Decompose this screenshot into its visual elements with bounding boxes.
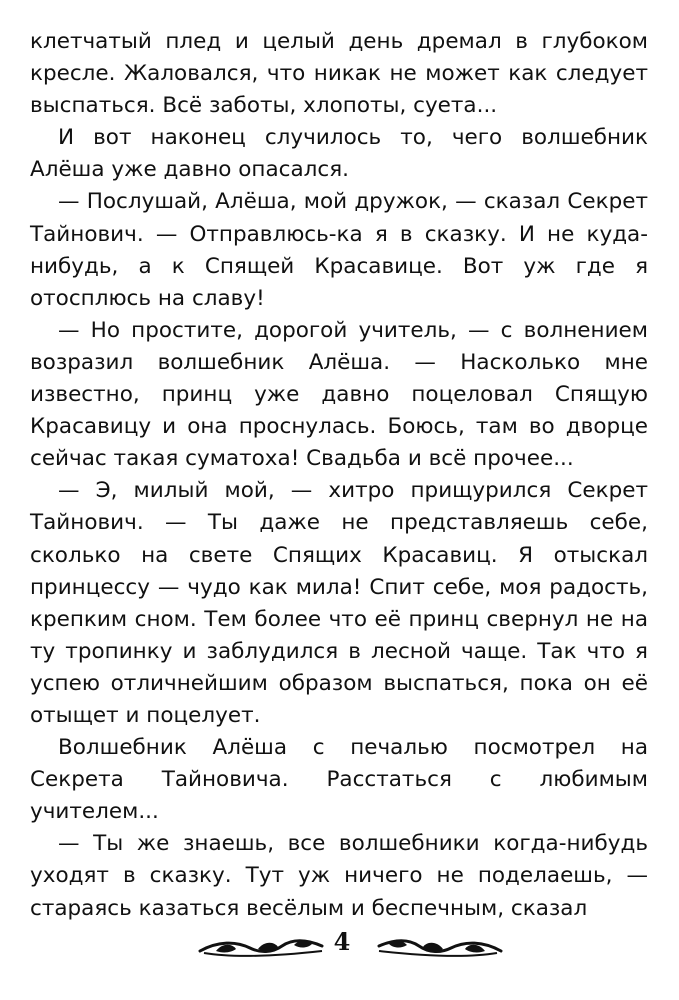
page-footer: [0, 925, 679, 965]
page-number: 4: [333, 927, 351, 956]
paragraph-dialogue-teacher: — Послушай, Алёша, мой дружок, — сказал Секрет Тайнович. — Отправлюсь-ка я в сказку. И не куда-нибудь, а к Спящей Красавице. Вот уж где я отосплюсь на славу!: [30, 189, 648, 311]
ornament-flourish-left-icon: [198, 933, 328, 959]
paragraph-dialogue-teacher-reply: — Э, милый мой, — хитро прищурился Секрет Тайнович. — Ты даже не представляешь себе, сколько на свете Спящих Красавиц. Я отыскал принцессу — чудо как мила! Спит себе, моя радость, крепким сном. Тем более что её принц свернул не на ту тропинку и заблудился в лесной чаще. Так что я успею отличнейшим образом выспаться, пока он её отыщет и поцелует.: [30, 478, 648, 728]
paragraph-narration: И вот наконец случилось то, чего волшебник Алёша уже давно опасался.: [30, 125, 648, 183]
paragraph-dialogue-alyosha: — Но простите, дорогой учитель, — с волнением возразил волшебник Алёша. — Насколько мне известно, принц уже давно поцеловал Спящую Красавицу и она проснулась. Боюсь, там во дворце сейчас такая суматоха! Свадьба и всё прочее...: [30, 317, 648, 472]
ornament-flourish-right-icon: [373, 933, 503, 959]
paragraph-narration-sad: Волшебник Алёша с печалью посмотрел на Секрета Тайновича. Расстаться с любимым учителем...: [30, 735, 648, 825]
paragraph-continuation: клетчатый плед и целый день дремал в глубоком кресле. Жаловался, что никак не может как следует выспаться. Всё заботы, хлопоты, суета...: [30, 29, 648, 119]
paragraph-dialogue-final: — Ты же знаешь, все волшебники когда-нибудь уходят в сказку. Тут уж ничего не поделаешь, — стараясь казаться весёлым и беспечным, сказал: [30, 831, 648, 921]
book-page-text: [30, 26, 648, 925]
